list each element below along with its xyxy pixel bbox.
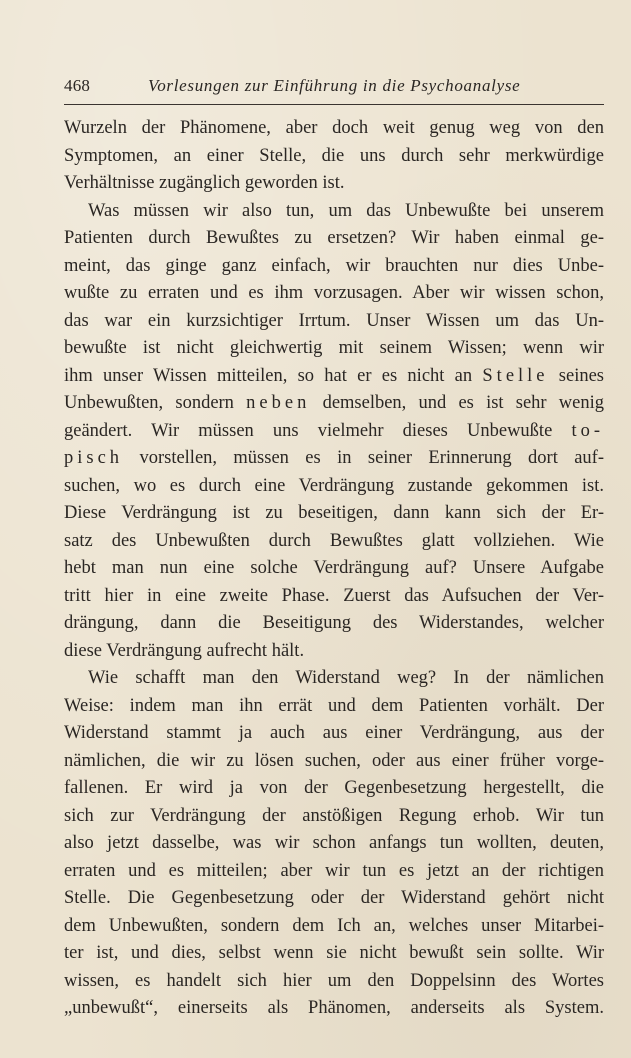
text-line [64,363,604,391]
text-fragment: seines [558,365,604,386]
text-line: erraten und es mitteilen; aber wir tun es jetzt an der richtigen [64,860,604,881]
text-line [64,418,604,446]
text-line: Wurzeln der Phänomene, aber doch weit genug weg von den [64,118,604,138]
text-line [64,390,604,418]
page-number: 468 [64,76,91,95]
text-line: also jetzt dasselbe, was wir schon anfangs tun wollten, deuten, [64,833,604,853]
text-fragment: vorstellen, müssen es in seiner Erinnerung dort auf- [139,448,605,468]
header-rule [64,104,604,105]
text-line: hebt man nun eine solche Verdrängung auf? Unsere Aufgabe [64,558,604,578]
text-line: fallenen. Er wird ja von der Gegenbesetzung hergestellt, die [64,778,604,798]
text-line: nämlichen, die wir zu lösen suchen, oder aus einer früher vorge- [64,750,604,771]
text-line: Diese Verdrängung ist zu beseitigen, dann kann sich der Er- [64,503,604,523]
text-line: tritt hier in eine zweite Phase. Zuerst das Aufsuchen der Ver- [64,585,604,606]
text-line: Was müssen wir also tun, um das Unbewußte bei unserem [88,200,604,221]
text-line: drängung, dann die Beseitigung des Widerstandes, welcher [64,613,604,633]
text-line: wußte zu erraten und es ihm vorzusagen. Aber wir wissen schon, [64,283,604,303]
running-header [64,74,604,102]
text-line: Wie schafft man den Widerstand weg? In der nämlichen [88,668,604,688]
text-line: diese Verdrängung aufrecht hält. [64,640,305,661]
text-line: ter ist, und dies, selbst wenn sie nicht bewußt sein sollte. Wir [64,943,604,963]
text-line: Verhältnisse zugänglich geworden ist. [64,173,345,193]
emphasized-word: pisch [64,448,124,468]
text-line: das war ein kurzsichtiger Irrtum. Unser Wissen um das Un- [64,310,604,331]
text-line: satz des Unbewußten durch Bewußtes glatt vollziehen. Wie [64,530,604,551]
text-fragment: ihm unser Wissen mitteilen, so hat er es nicht an [64,365,473,386]
text-line: dem Unbewußten, sondern dem Ich an, welches unser Mitarbei- [64,915,604,936]
text-line: suchen, wo es durch eine Verdrängung zustande gekommen ist. [64,475,604,496]
body-text [64,115,604,1023]
text-line: bewußte ist nicht gleichwertig mit seinem Wissen; wenn wir [64,338,604,358]
text-fragment: geändert. Wir müssen uns vielmehr dieses Unbewußte [64,420,553,441]
text-line [64,445,604,473]
text-line: Widerstand stammt ja auch aus einer Verdrängung, aus der [64,723,604,743]
text-line: Symptomen, an einer Stelle, die uns durch sehr merkwürdige [64,145,604,166]
emphasized-word: to- [571,420,604,441]
text-fragment: demselben, und es ist sehr wenig [322,393,605,413]
text-line: wissen, es handelt sich hier um den Doppelsinn des Wortes [64,970,604,991]
running-title: Vorlesungen zur Einführung in die Psychoanalyse [148,76,521,95]
text-line: Patienten durch Bewußtes zu ersetzen? Wir haben einmal ge- [64,228,604,248]
text-line: meint, das ginge ganz einfach, wir brauchten nur dies Unbe- [64,255,604,276]
text-line: sich zur Verdrängung der anstößigen Regung erhob. Wir tun [64,805,604,826]
text-fragment: Unbewußten, sondern [64,393,234,413]
text-line: Weise: indem man ihn errät und dem Patienten vorhält. Der [64,695,604,716]
text-line: „unbewußt“, einerseits als Phänomen, anderseits als System. [64,998,604,1018]
text-line: Stelle. Die Gegenbesetzung oder der Widerstand gehört nicht [64,888,604,908]
emphasized-word: Stelle [482,365,549,386]
emphasized-word: neben [246,393,311,413]
